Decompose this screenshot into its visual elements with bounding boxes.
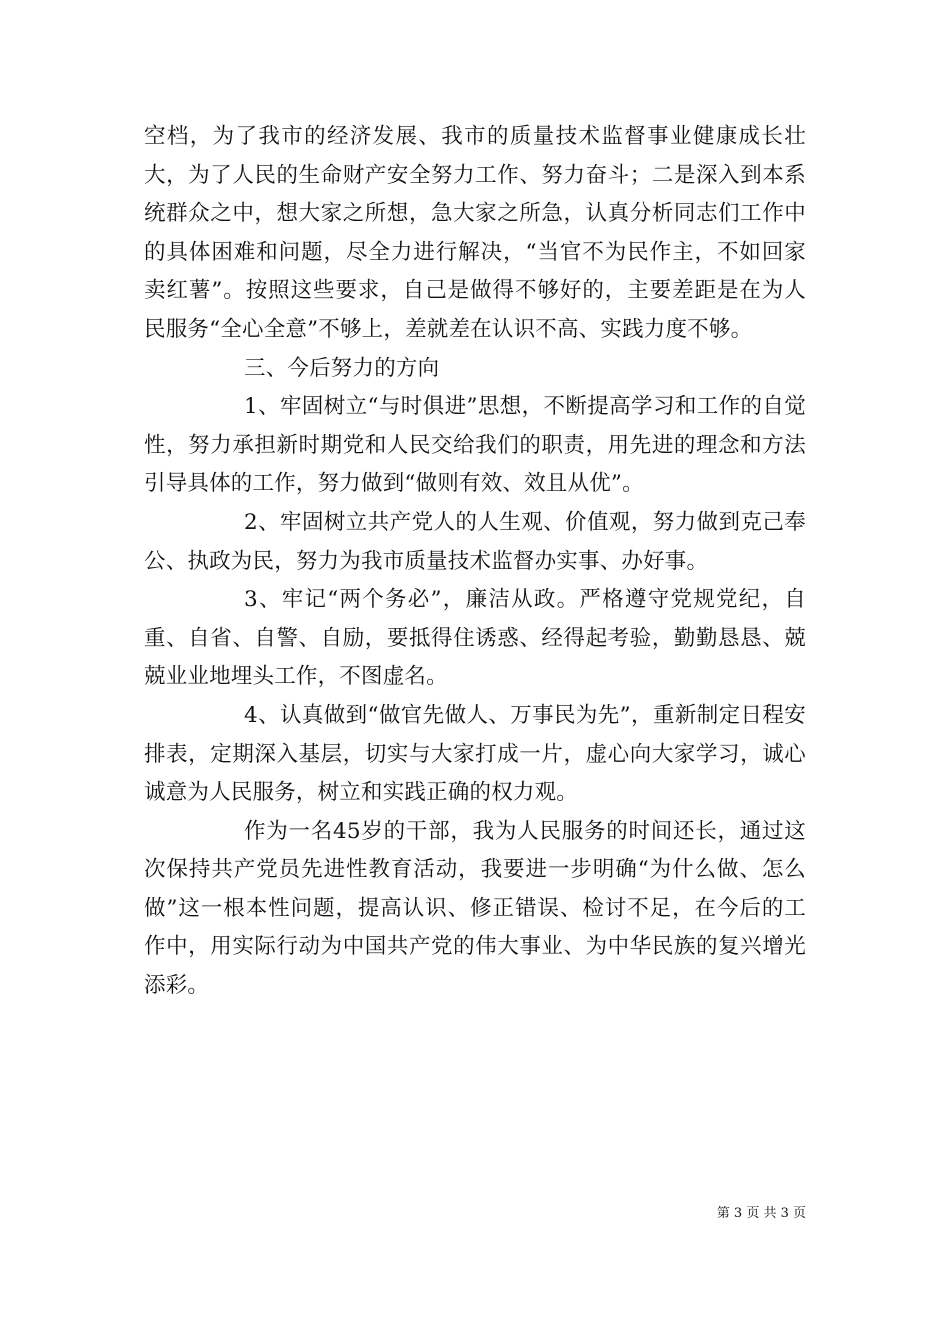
list-item-4: 4、认真做到“做官先做人、万事民为先”，重新制定日程安排表，定期深入基层，切实与大家打成一片，虚心向大家学习，诚心诚意为人民服务，树立和实践正确的权力观。 [144,702,806,806]
closing-paragraph: 作为一名45岁的干部，我为人民服务的时间还长，通过这次保持共产党员先进性教育活动，我要进一步明确“为什么做、怎么做”这一根本性问题，提高认识、修正错误、检讨不足，在今后的工作中，用实际行动为中国共产党的伟大事业、为中华民族的复兴增光添彩。 [144,818,806,999]
document-body [144,118,806,1006]
list-item-3: 3、牢记“两个务必”，廉洁从政。严格遵守党规党纪，自重、自省、自警、自励，要抵得住诱惑、经得起考验，勤勤恳恳、兢兢业业地埋头工作，不图虚名。 [144,587,806,690]
paragraph-continuation: 空档，为了我市的经济发展、我市的质量技术监督事业健康成长壮大，为了人民的生命财产安全努力工作、努力奋斗；二是深入到本系统群众之中，想大家之所想，急大家之所急，认真分析同志们工作中的具体困难和问题，尽全力进行解决，“当官不为民作主，不如回家卖红薯”。按照这些要求，自己是做得不够好的，主要差距是在为人民服务“全心全意”不够上，差就差在认识不高、实践力度不够。 [144,124,806,342]
list-item-2: 2、牢固树立共产党人的人生观、价值观，努力做到克己奉公、执政为民，努力为我市质量技术监督办实事、办好事。 [144,509,806,574]
page-number: 第 3 页 共 3 页 [716,1206,806,1221]
list-item-1: 1、牢固树立“与时俱进”思想，不断提高学习和工作的自觉性，努力承担新时期党和人民交给我们的职责，用先进的理念和方法引导具体的工作，努力做到“做则有效、效且从优”。 [144,394,806,497]
section-heading: 三、今后努力的方向 [244,355,440,381]
